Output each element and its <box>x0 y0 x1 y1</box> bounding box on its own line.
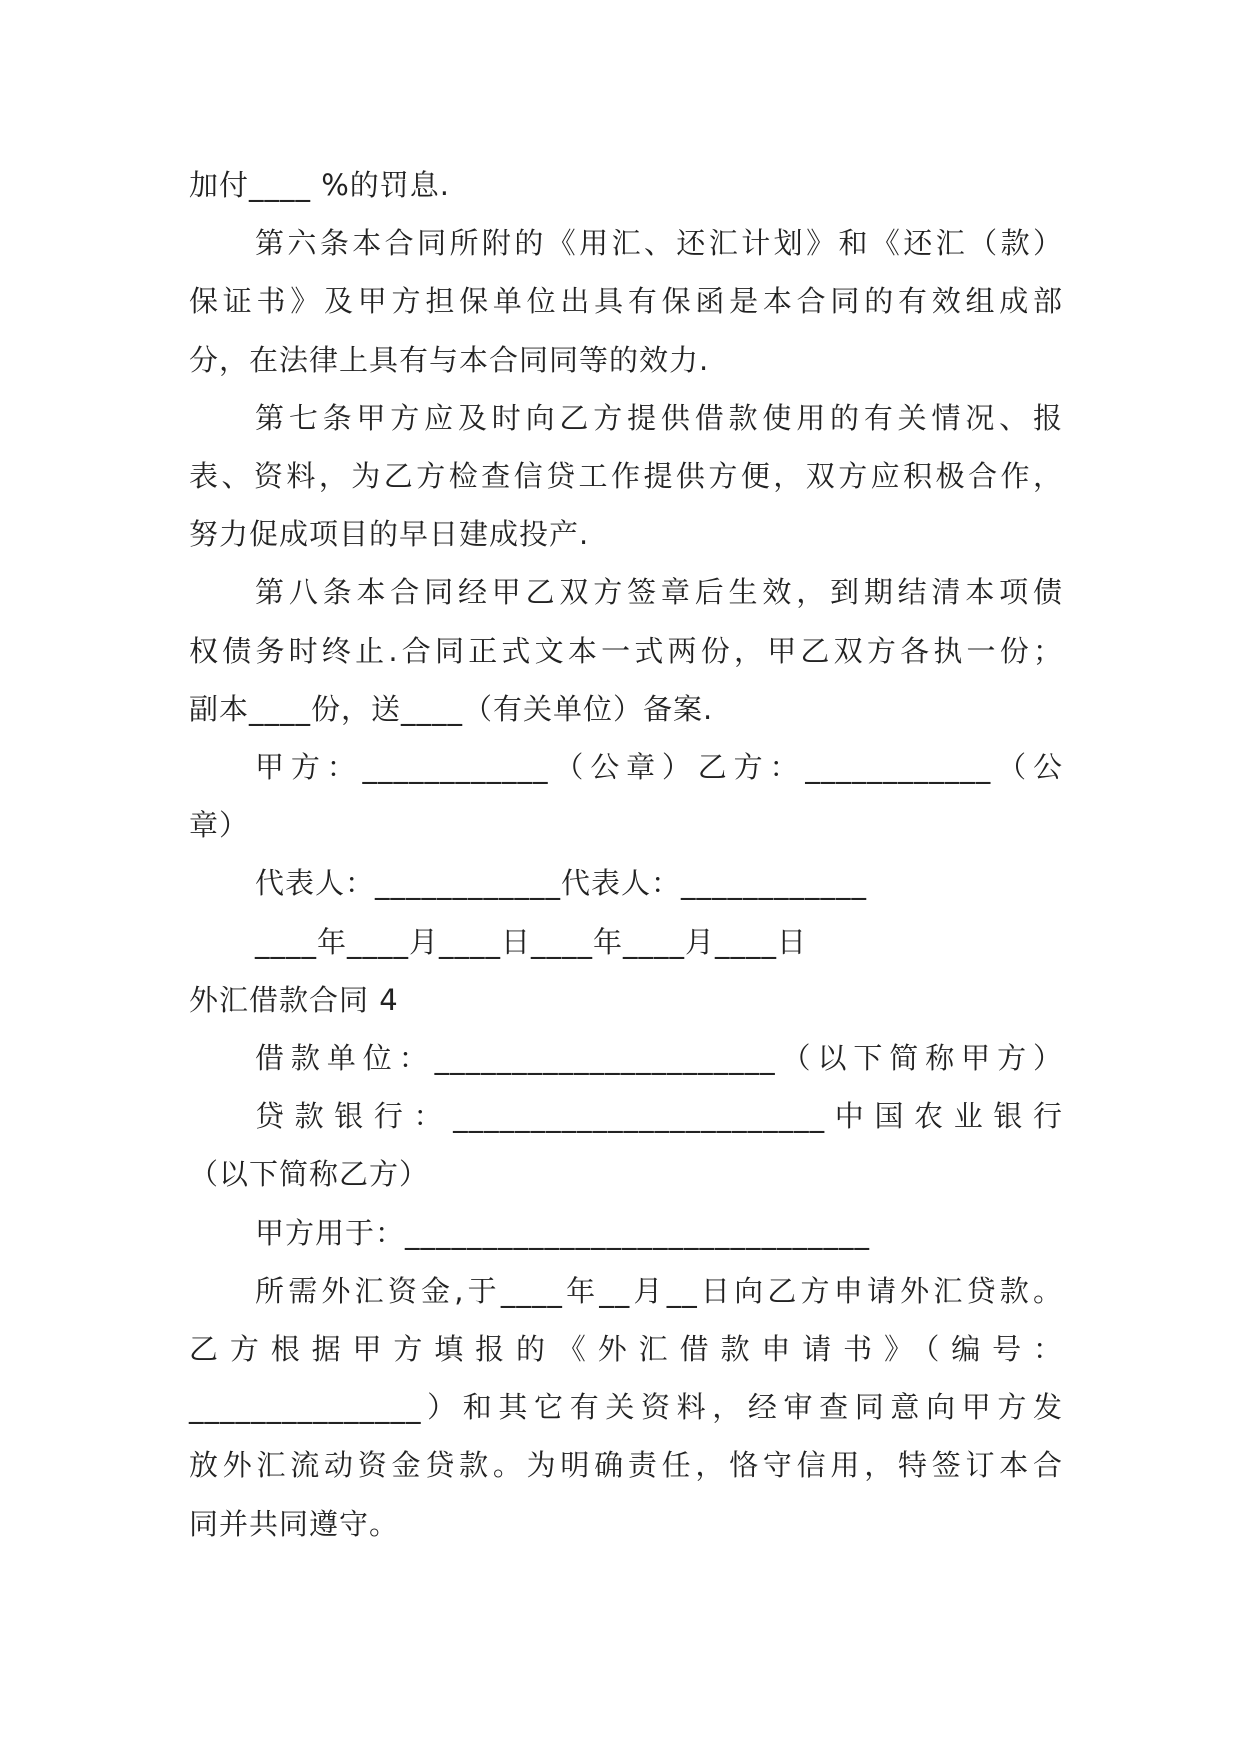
text-line: 章） <box>189 808 250 843</box>
text-line: 甲方：____________（公章）乙方：____________（公 <box>255 750 1063 784</box>
text-line: 努力促成项目的早日建成投产. <box>189 517 590 552</box>
text-line: 表、资料，为乙方检查信贷工作提供方便，双方应积极合作， <box>189 459 1063 493</box>
text-line: ____年____月____日____年____月____日 <box>255 924 808 959</box>
text-line: （以下简称乙方） <box>189 1157 430 1192</box>
text-line: 第七条甲方应及时向乙方提供借款使用的有关情况、报 <box>255 400 1063 435</box>
text-line: 权债务时终止.合同正式文本一式两份，甲乙双方各执一份； <box>189 633 1063 668</box>
text-line: 贷款银行：________________________中国农业银行 <box>255 1099 1063 1134</box>
text-line: 乙方根据甲方填报的《外汇借款申请书》（编号： <box>189 1332 1063 1366</box>
text-line: 同并共同遵守。 <box>189 1506 400 1541</box>
text-line: 放外汇流动资金贷款。为明确责任，恪守信用，特签订本合 <box>189 1448 1063 1483</box>
text-line: 借款单位：______________________（以下简称甲方） <box>255 1041 1063 1075</box>
text-line: _______________）和其它有关资料，经审查同意向甲方发 <box>189 1390 1063 1425</box>
text-line: 副本____份，送____（有关单位）备案. <box>189 691 714 726</box>
text-line: 甲方用于：______________________________ <box>255 1215 871 1250</box>
text-line: 外汇借款合同 4 <box>189 982 399 1017</box>
text-line: 代表人：____________代表人：____________ <box>255 866 868 901</box>
text-line: 第八条本合同经甲乙双方签章后生效，到期结清本项债 <box>255 575 1063 610</box>
text-line: 保证书》及甲方担保单位出具有保函是本合同的有效组成部 <box>189 284 1063 319</box>
text-line: 所需外汇资金,于____年__月__日向乙方申请外汇贷款。 <box>255 1273 1063 1308</box>
text-line: 加付____ %的罚息. <box>189 168 450 202</box>
text-line: 分，在法律上具有与本合同同等的效力. <box>189 342 710 377</box>
text-line: 第六条本合同所附的《用汇、还汇计划》和《还汇（款） <box>255 226 1063 261</box>
